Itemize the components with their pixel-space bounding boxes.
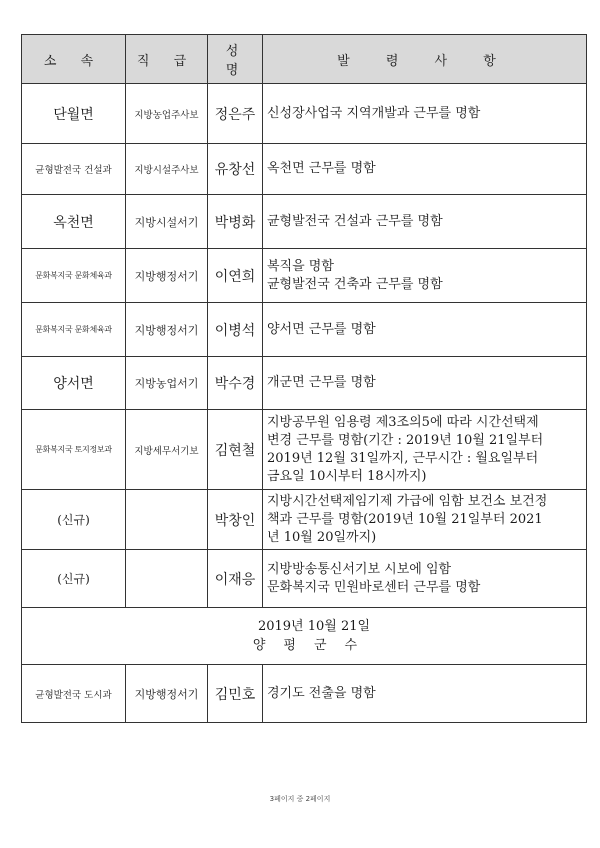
row-order	[263, 410, 587, 490]
row-department: 단월면	[22, 84, 126, 144]
table-row	[22, 357, 587, 410]
row-order	[263, 665, 587, 723]
row-order	[263, 490, 587, 550]
row-rank: 지방행정서기	[126, 303, 208, 357]
table-row	[22, 195, 587, 249]
order-line: 금요일 10시부터 18시까지)	[267, 468, 427, 484]
row-name: 박수경	[208, 357, 263, 410]
row-name: 이연희	[208, 249, 263, 303]
row-department: (신규)	[22, 490, 126, 550]
row-name: 이재응	[208, 550, 263, 608]
row-department: 옥천면	[22, 195, 126, 249]
row-department: 문화복지국 문화체육과	[22, 303, 126, 357]
table-row	[22, 665, 587, 723]
table-row	[22, 144, 587, 195]
row-name: 이병석	[208, 303, 263, 357]
table-row	[22, 303, 587, 357]
order-line: 2019년 12월 31일까지, 근무시간 : 월요일부터	[267, 450, 539, 466]
row-department: 양서면	[22, 357, 126, 410]
order-line: 복직을 명함	[267, 258, 334, 274]
page-indicator: 3페이지 중 2페이지	[269, 795, 331, 803]
signature-row	[22, 608, 587, 665]
order-line: 신성장사업국 지역개발과 근무를 명함	[267, 105, 481, 121]
row-name: 박창인	[208, 490, 263, 550]
table-row	[22, 84, 587, 144]
personnel-order-table	[21, 34, 587, 723]
row-order	[263, 550, 587, 608]
issue-date: 2019년 10월 21일	[257, 619, 371, 634]
row-order	[263, 195, 587, 249]
table-row	[22, 550, 587, 608]
table-header-row	[22, 35, 587, 84]
row-order	[263, 357, 587, 410]
table-row	[22, 490, 587, 550]
row-rank: 지방시설주사보	[126, 144, 208, 195]
row-order	[263, 144, 587, 195]
header-order: 발 령 사 항	[263, 35, 587, 84]
row-name: 정은주	[208, 84, 263, 144]
order-line: 문화복지국 민원바로센터 근무를 명함	[267, 579, 481, 595]
header-rank: 직 급	[126, 35, 208, 84]
header-name: 성 명	[208, 35, 263, 84]
order-line: 지방시간선택제임기제 가급에 임함 보건소 보건정	[267, 493, 548, 509]
row-order	[263, 303, 587, 357]
row-name: 박병화	[208, 195, 263, 249]
row-department: 균형발전국 도시과	[22, 665, 126, 723]
row-name: 김민호	[208, 665, 263, 723]
table-row	[22, 249, 587, 303]
row-department: (신규)	[22, 550, 126, 608]
order-line: 변경 근무를 명함(기간 : 2019년 10월 21일부터	[267, 432, 544, 448]
order-line: 옥천면 근무를 명함	[267, 161, 376, 176]
order-line: 양서면 근무를 명함	[267, 321, 376, 337]
table-row	[22, 410, 587, 490]
order-line: 년 10월 20일까지)	[267, 529, 377, 545]
row-department: 문화복지국 문화체육과	[22, 249, 126, 303]
row-name: 유창선	[208, 144, 263, 195]
row-department: 문화복지국 토지정보과	[22, 410, 126, 490]
row-name: 김현철	[208, 410, 263, 490]
row-rank: 지방세무서기보	[126, 410, 208, 490]
signature-block	[22, 608, 587, 665]
order-line: 책과 근무를 명함(2019년 10월 21일부터 2021	[267, 511, 543, 527]
order-line: 개군면 근무를 명함	[267, 375, 376, 390]
order-line: 지방공무원 임용령 제3조의5에 따라 시간선택제	[267, 414, 539, 430]
row-order	[263, 249, 587, 303]
row-rank: 지방농업서기	[126, 357, 208, 410]
row-rank: 지방행정서기	[126, 665, 208, 723]
row-department: 균형발전국 건설과	[22, 144, 126, 195]
row-rank	[126, 550, 208, 608]
row-rank: 지방농업주사보	[126, 84, 208, 144]
header-department: 소 속	[22, 35, 126, 84]
order-line: 균형발전국 건축과 근무를 명함	[267, 276, 443, 292]
issuing-authority: 양평군수	[252, 638, 376, 653]
order-line: 지방방송통신서기보 시보에 임함	[267, 561, 452, 577]
row-order	[263, 84, 587, 144]
row-rank: 지방시설서기	[126, 195, 208, 249]
row-rank	[126, 490, 208, 550]
order-line: 균형발전국 건설과 근무를 명함	[267, 213, 443, 229]
order-line: 경기도 전출을 명함	[267, 685, 376, 701]
row-rank: 지방행정서기	[126, 249, 208, 303]
